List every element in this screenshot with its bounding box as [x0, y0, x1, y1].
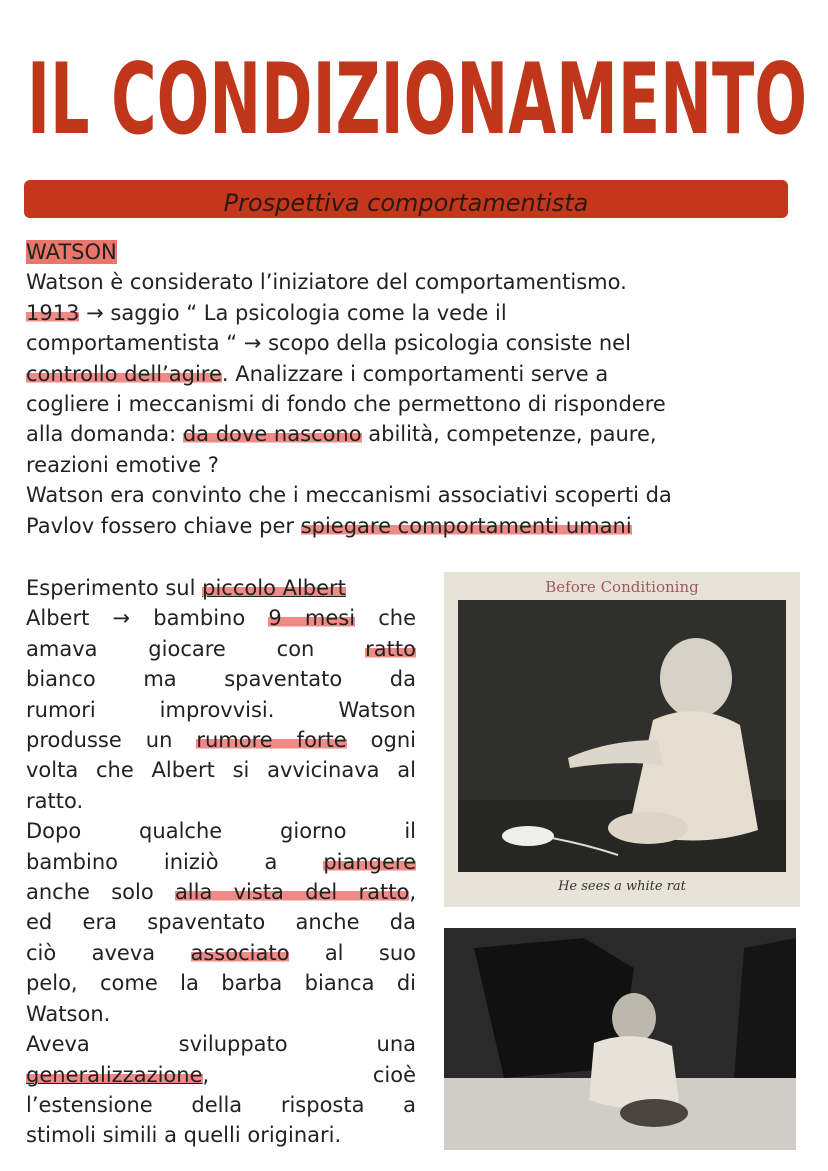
text-line [26, 298, 806, 328]
highlight-ratto: ratto [365, 636, 416, 661]
text-line: ed era spaventato anche da [26, 910, 416, 935]
crying-albert-photo [444, 928, 796, 1150]
page-title-text: IL CONDIZIONAMENTO [27, 43, 807, 157]
highlight-9-mesi: 9 mesi [268, 606, 356, 631]
text-line: Watson era convinto che i meccanismi associativi scoperti da [26, 483, 672, 508]
photo-caption-bottom: He sees a white rat [558, 879, 686, 894]
text-line: volta che Albert si avvicinava al [26, 758, 416, 783]
text-fragment: abilità, competenze, paure, [361, 422, 657, 447]
albert-paragraph [26, 573, 416, 1151]
text-line: comportamentista “ → scopo della psicologia consiste nel [26, 331, 631, 356]
text-line [26, 877, 416, 907]
highlight-associato: associato [190, 940, 290, 965]
text-line [26, 603, 416, 633]
text-line: rumori improvvisi. Watson [26, 697, 416, 722]
text-fragment: ogni [346, 728, 416, 753]
text-line: reazioni emotive ? [26, 452, 219, 477]
text-line: cogliere i meccanismi di fondo che permettono di rispondere [26, 392, 666, 417]
text-line: Aveva sviluppato una [26, 1032, 416, 1057]
highlight-rumore-forte: rumore forte [196, 728, 347, 753]
text-line: Watson. [26, 1001, 111, 1026]
text-line: l’estensione della risposta a [26, 1092, 416, 1117]
text-fragment: al suo [289, 940, 416, 965]
text-line: ratto. [26, 788, 84, 813]
text-line: Watson è considerato l’iniziatore del comportamentismo. [26, 270, 627, 295]
text-line [26, 847, 416, 877]
text-fragment: Pavlov fossero chiave per [26, 513, 301, 538]
text-line [26, 634, 416, 664]
text-line [26, 419, 806, 449]
text-fragment: produsse un [26, 728, 197, 753]
text-fragment: amava giocare con [26, 636, 366, 661]
text-fragment: ciò aveva [26, 940, 191, 965]
text-fragment: anche solo [26, 880, 175, 905]
highlight-da-dove: da dove nascono [182, 422, 362, 447]
text-fragment: → saggio “ La psicologia come la vede il [79, 300, 507, 325]
highlight-controllo: controllo dell’agire [26, 361, 222, 386]
section-banner [24, 180, 788, 218]
text-fragment: , [409, 880, 416, 905]
text-fragment: che [355, 606, 416, 631]
watson-heading: WATSON [26, 240, 117, 264]
highlight-alla-vista: alla vista del ratto [174, 880, 410, 905]
highlight-piccolo-albert: piccolo Albert [202, 576, 346, 600]
text-line [26, 725, 416, 755]
text-line: stimoli simili a quelli originari. [26, 1123, 342, 1148]
highlight-year: 1913 [26, 300, 80, 325]
text-line [26, 938, 416, 968]
page-title [22, 38, 812, 158]
text-fragment: bambino iniziò a [26, 849, 324, 874]
text-fragment: Esperimento sul [26, 576, 203, 600]
text-line: bianco ma spaventato da [26, 667, 416, 692]
text-line [26, 573, 416, 603]
text-fragment: Albert → bambino [26, 606, 269, 631]
watson-paragraph [26, 237, 806, 541]
text-fragment: . Analizzare i comportamenti serve a [221, 361, 609, 386]
baby-with-rat-image [458, 600, 786, 872]
highlight-spiegare: spiegare comportamenti umani [300, 513, 632, 538]
text-fragment: alla domanda: [26, 422, 183, 447]
before-conditioning-photo [444, 572, 800, 907]
text-line [26, 1060, 416, 1090]
banner-text: Prospettiva comportamentista [223, 189, 589, 217]
text-fragment: , cioè [202, 1062, 416, 1087]
photo-caption-top: Before Conditioning [545, 578, 699, 596]
highlight-generalizzazione: generalizzazione [26, 1062, 203, 1087]
highlight-piangere: piangere [323, 849, 416, 874]
text-line [26, 359, 806, 389]
text-line: Dopo qualche giorno il [26, 819, 416, 844]
text-line [26, 511, 806, 541]
text-line: pelo, come la barba bianca di [26, 971, 416, 996]
